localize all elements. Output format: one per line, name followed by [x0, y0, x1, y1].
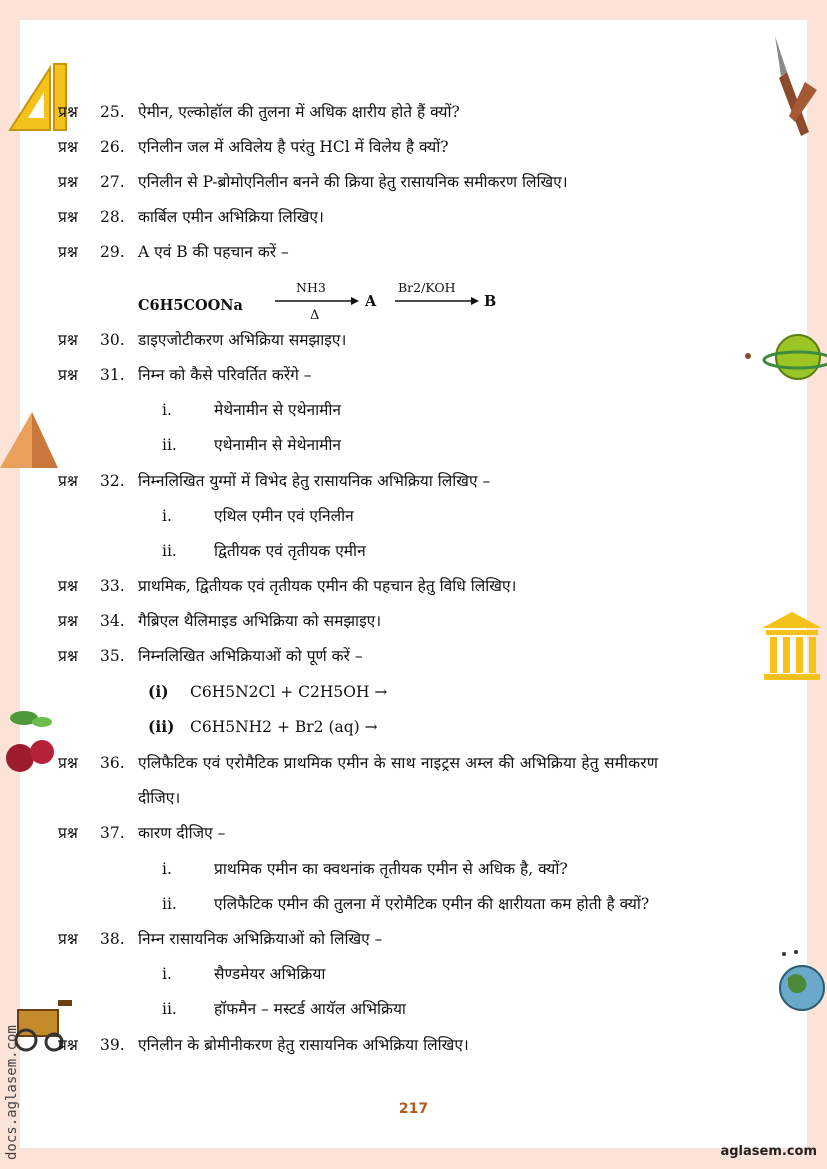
q31-item-1	[0, 395, 827, 425]
question-label: प्रश्न	[58, 1036, 78, 1054]
question-39	[0, 1030, 827, 1060]
item-text: द्वितीयक एवं तृतीयक एमीन	[214, 542, 366, 560]
question-label: प्रश्न	[58, 930, 78, 948]
question-number: 32.	[100, 472, 125, 490]
q35-item-2	[0, 712, 827, 742]
question-label: प्रश्न	[58, 138, 78, 156]
question-38	[0, 924, 827, 954]
q32-item-2	[0, 536, 827, 566]
question-35	[0, 641, 827, 671]
item-number: i.	[162, 965, 172, 983]
item-number: (i)	[148, 682, 169, 701]
q37-item-2	[0, 889, 827, 919]
item-text: हॉफमैन – मस्टर्ड आयॅल अभिक्रिया	[214, 1000, 406, 1018]
q38-item-1	[0, 959, 827, 989]
q37-item-1	[0, 854, 827, 884]
question-28	[0, 202, 827, 232]
question-number: 39.	[100, 1036, 125, 1054]
question-34	[0, 606, 827, 636]
item-equation: C6H5N2Cl + C2H5OH →	[190, 683, 388, 701]
question-29	[0, 237, 827, 267]
question-text: A एवं B की पहचान करें –	[138, 243, 289, 261]
item-equation: C6H5NH2 + Br2 (aq) →	[190, 718, 378, 736]
question-text: निम्नलिखित अभिक्रियाओं को पूर्ण करें –	[138, 647, 363, 665]
question-number: 25.	[100, 103, 125, 121]
question-number: 26.	[100, 138, 125, 156]
question-number: 27.	[100, 173, 125, 191]
question-36	[0, 748, 827, 778]
question-26	[0, 132, 827, 162]
question-27	[0, 167, 827, 197]
item-number: ii.	[162, 436, 177, 454]
question-number: 33.	[100, 577, 125, 595]
question-text: प्राथमिक, द्वितीयक एवं तृतीयक एमीन की पहचान हेतु विधि लिखिए।	[138, 577, 517, 595]
item-text: एथेनामीन से मेथेनामीन	[214, 436, 341, 454]
question-36-continued	[0, 783, 827, 813]
question-text: निम्न को कैसे परिवर्तित करेंगे –	[138, 366, 312, 384]
reagent-2-top: Br2/KOH	[398, 280, 456, 295]
reagent-1-top: NH3	[296, 280, 326, 295]
product-b: B	[484, 293, 497, 310]
product-a: A	[365, 293, 377, 310]
item-text: एलिफैटिक एमीन की तुलना में एरोमैटिक एमीन की क्षारीयता कम होती है क्यों?	[214, 895, 650, 913]
question-text-continued: दीजिए।	[138, 789, 181, 807]
item-text: एथिल एमीन एवं एनिलीन	[214, 507, 354, 525]
reagent-1-bottom: Δ	[310, 308, 320, 323]
question-number: 34.	[100, 612, 125, 630]
side-watermark: docs.aglasem.com	[4, 1025, 20, 1160]
question-number: 36.	[100, 754, 125, 772]
question-30	[0, 325, 827, 355]
question-number: 35.	[100, 647, 125, 665]
question-label: प्रश्न	[58, 208, 78, 226]
question-text: ऐमीन, एल्कोहॉल की तुलना में अधिक क्षारीय होते हैं क्यों?	[138, 103, 460, 121]
question-label: प्रश्न	[58, 824, 78, 842]
question-number: 31.	[100, 366, 125, 384]
question-number: 30.	[100, 331, 125, 349]
question-label: प्रश्न	[58, 472, 78, 490]
question-25	[0, 97, 827, 127]
reactant: C6H5COONa	[138, 297, 243, 314]
question-text: एनिलीन के ब्रोमीनीकरण हेतु रासायनिक अभिक्रिया लिखिए।	[138, 1036, 469, 1054]
item-text: प्राथमिक एमीन का क्वथनांक तृतीयक एमीन से अधिक है, क्यों?	[214, 860, 568, 878]
question-number: 37.	[100, 824, 125, 842]
reaction-arrow-2	[395, 296, 479, 306]
question-label: प्रश्न	[58, 577, 78, 595]
item-number: ii.	[162, 542, 177, 560]
question-31	[0, 360, 827, 390]
question-number: 38.	[100, 930, 125, 948]
question-37	[0, 818, 827, 848]
item-number: i.	[162, 860, 172, 878]
question-text: एनिलीन जल में अविलेय है परंतु HCl में विलेय है क्यों?	[138, 138, 449, 156]
question-label: प्रश्न	[58, 612, 78, 630]
question-label: प्रश्न	[58, 331, 78, 349]
item-number: i.	[162, 507, 172, 525]
q32-item-1	[0, 501, 827, 531]
q31-item-2	[0, 430, 827, 460]
page-number: 217	[398, 1101, 429, 1117]
question-text: एलिफैटिक एवं एरोमैटिक प्राथमिक एमीन के साथ नाइट्रस अम्ल की अभिक्रिया हेतु समीकरण	[138, 754, 659, 772]
question-label: प्रश्न	[58, 243, 78, 261]
question-label: प्रश्न	[58, 754, 78, 772]
question-label: प्रश्न	[58, 103, 78, 121]
question-label: प्रश्न	[58, 366, 78, 384]
q35-item-1	[0, 677, 827, 707]
question-label: प्रश्न	[58, 647, 78, 665]
item-text: मेथेनामीन से एथेनामीन	[214, 401, 341, 419]
q38-item-2	[0, 994, 827, 1024]
question-text: निम्नलिखित युग्मों में विभेद हेतु रासायनिक अभिक्रिया लिखिए –	[138, 472, 491, 490]
question-text: कार्बिल एमीन अभिक्रिया लिखिए।	[138, 208, 324, 226]
question-text: कारण दीजिए –	[138, 824, 226, 842]
item-text: सैण्डमेयर अभिक्रिया	[214, 965, 326, 983]
item-number: ii.	[162, 1000, 177, 1018]
question-number: 29.	[100, 243, 125, 261]
reaction-arrow-1	[275, 296, 359, 306]
item-number: i.	[162, 401, 172, 419]
question-number: 28.	[100, 208, 125, 226]
item-number: (ii)	[148, 717, 175, 736]
question-32	[0, 466, 827, 496]
question-text: डाइएजोटीकरण अभिक्रिया समझाइए।	[138, 331, 347, 349]
question-33	[0, 571, 827, 601]
question-label: प्रश्न	[58, 173, 78, 191]
q29-reaction	[0, 278, 827, 328]
question-text: निम्न रासायनिक अभिक्रियाओं को लिखिए –	[138, 930, 383, 948]
question-text: एनिलीन से P-ब्रोमोएनिलीन बनने की क्रिया हेतु रासायनिक समीकरण लिखिए।	[138, 173, 568, 191]
site-name[interactable]: aglasem.com	[720, 1144, 817, 1159]
question-text: गैब्रिएल थैलिमाइड अभिक्रिया को समझाइए।	[138, 612, 382, 630]
item-number: ii.	[162, 895, 177, 913]
